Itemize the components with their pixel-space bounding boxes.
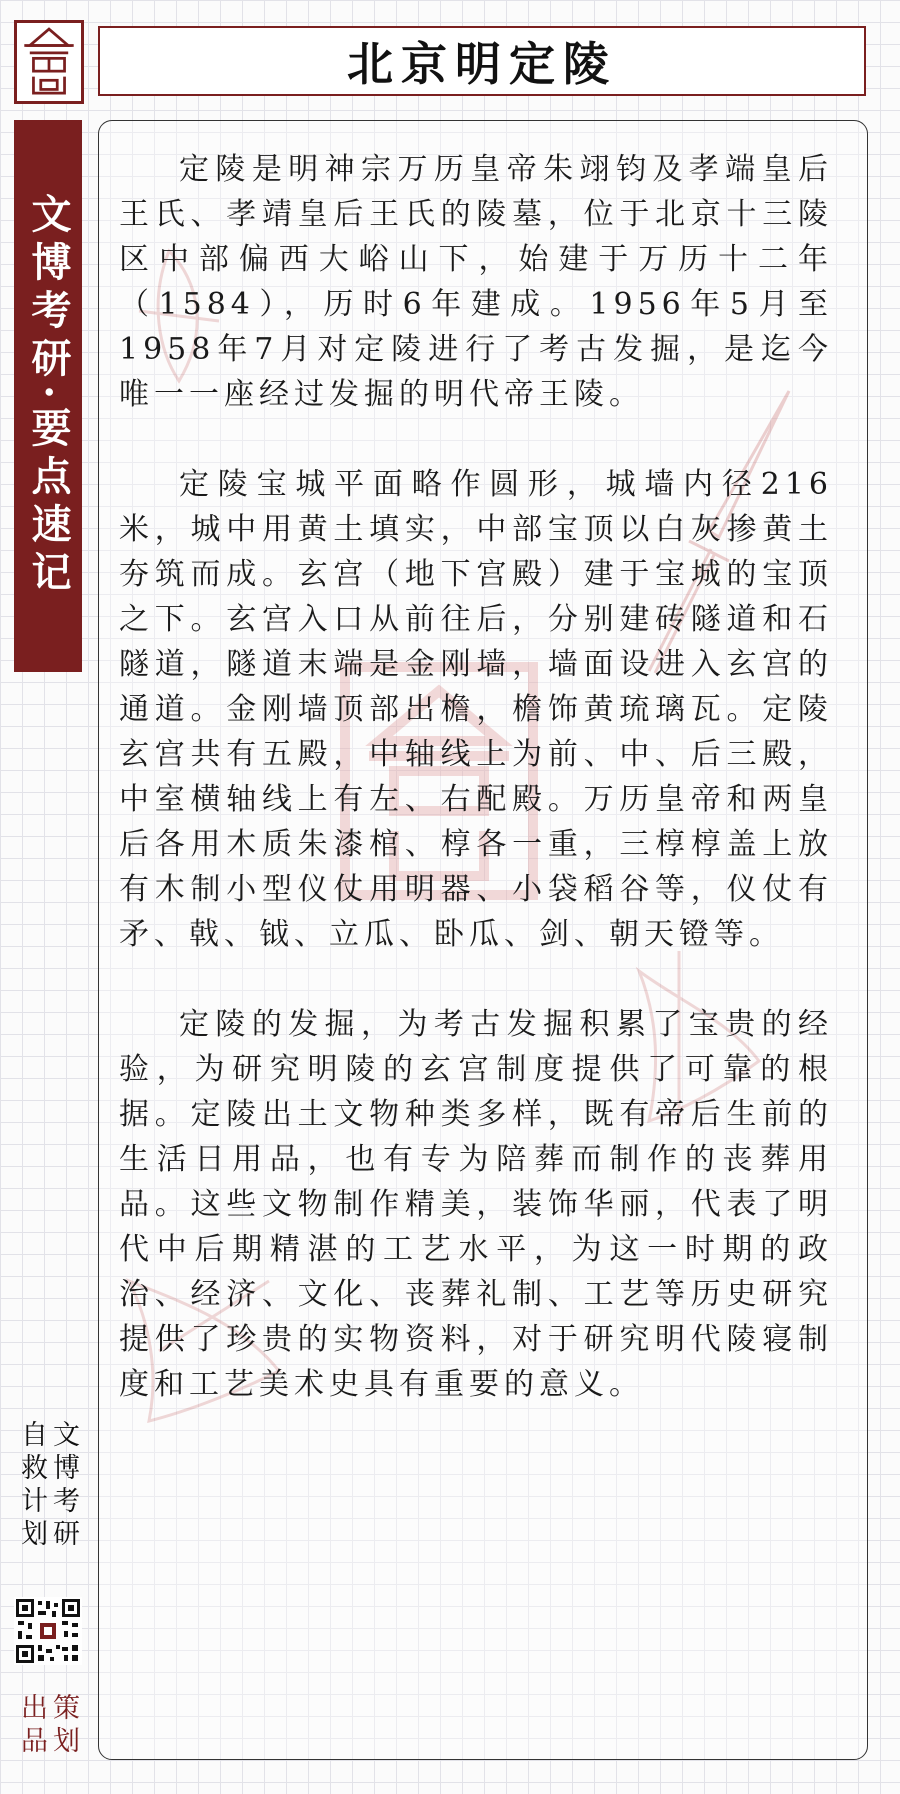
side-banner (14, 120, 82, 672)
credit-project: 自救计划 (16, 1420, 47, 1552)
paragraph-2: 定陵宝城平面略作圆形，城墙内径216米，城中用黄土填实，中部宝顶以白灰掺黄土夯筑而成。玄宫（地下宫殿）建于宝城的宝顶之下。玄宫入口从前往后，分别建砖隧道和石隧道，隧道末端是金刚墙，墙面设进入玄宫的通道。金刚墙顶部出檐，檐饰黄琉璃瓦。定陵玄宫共有五殿，中轴线上为前、中、后三殿，中室横轴线上有左、右配殿。万历皇帝和两皇后各用木质朱漆棺、椁各一重，三椁椁盖上放有木制小型仪仗用明器、小袋稻谷等，仪仗有矛、戟、钺、立瓜、卧瓜、剑、朝天镫等。 (119, 467, 833, 952)
qr-code-icon[interactable] (14, 1597, 82, 1665)
logo-seal-icon (14, 20, 84, 104)
plan-label: 策划 (48, 1693, 79, 1759)
produce-label: 出品 (16, 1693, 47, 1759)
paragraph-1: 定陵是明神宗万历皇帝朱翊钧及孝端皇后王氏、孝靖皇后王氏的陵墓，位于北京十三陵区中部偏西大峪山下，始建于万历十二年（1584），历时6年建成。1956年5月至1958年7月对定陵进行了考古发掘，是迄今唯一一座经过发掘的明代帝王陵。 (119, 152, 833, 412)
credit-brand: 文博考研 (48, 1420, 79, 1552)
paragraph-3: 定陵的发掘，为考古发掘积累了宝贵的经验，为研究明陵的玄宫制度提供了可靠的根据。定陵出土文物种类多样，既有帝后生前的生活日用品，也有专为陪葬而制作的丧葬用品。这些文物制作精美，装饰华丽，代表了明代中后期精湛的工艺水平，为这一时期的政治、经济、文化、丧葬礼制、工艺等历史研究提供了珍贵的实物资料，对于研究明代陵寝制度和工艺美术史具有重要的意义。 (119, 1007, 833, 1402)
title-box (98, 26, 866, 96)
page-title: 北京明定陵 (347, 37, 617, 91)
article-text (119, 147, 833, 1452)
side-banner-text: 文博考研·要点速记 (25, 193, 72, 599)
credit-block (14, 1420, 84, 1570)
producer-block (14, 1693, 84, 1763)
article-box (98, 120, 868, 1760)
